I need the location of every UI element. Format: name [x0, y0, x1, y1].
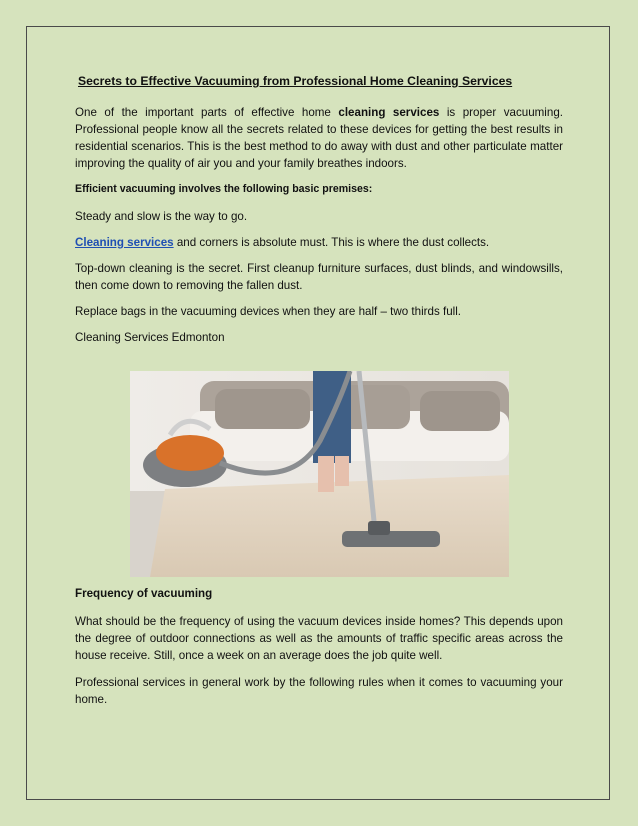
- premises-heading: Efficient vacuuming involves the following basic premises:: [75, 183, 373, 195]
- premise-top-down: Top-down cleaning is the secret. First cleanup furniture surfaces, dust blinds, and windowsills, then come down to removing the fallen dust.: [75, 262, 563, 292]
- premise-steady: Steady and slow is the way to go.: [75, 210, 248, 223]
- frequency-heading: Frequency of vacuuming: [75, 587, 213, 600]
- intro-text-before: One of the important parts of effective home: [75, 106, 339, 119]
- premise-corners-text: and corners is absolute must. This is where the dust collects.: [173, 236, 490, 249]
- frequency-section: [75, 585, 563, 717]
- frequency-paragraph: What should be the frequency of using the vacuum devices inside homes? This depends upon the degree of outdoor connections as well as the amounts of traffic specific areas across the house receive. Still, once a week on an average does the job quite well.: [75, 615, 563, 662]
- location-label: Cleaning Services Edmonton: [75, 331, 225, 344]
- premise-replace-bags: Replace bags in the vacuuming devices when they are half – two thirds full.: [75, 305, 462, 318]
- document-body: [75, 73, 563, 355]
- intro-text-after: is proper vacuuming. Professional people know all the secrets related to these devices for getting the best results in residential scenarios. This is the best method to do away with dust and other particulate matter improving the quality of air you and your family breathes indoors.: [75, 106, 563, 170]
- intro-paragraph: [75, 104, 563, 172]
- vacuum-photo: [130, 371, 509, 577]
- closing-paragraph: Professional services in general work by the following rules when it comes to vacuuming your home.: [75, 676, 563, 706]
- intro-bold-term: cleaning services: [338, 106, 440, 119]
- document-title: Secrets to Effective Vacuuming from Professional Home Cleaning Services: [78, 74, 513, 88]
- premise-corners: [75, 234, 563, 251]
- cleaning-services-link[interactable]: Cleaning services: [75, 236, 174, 249]
